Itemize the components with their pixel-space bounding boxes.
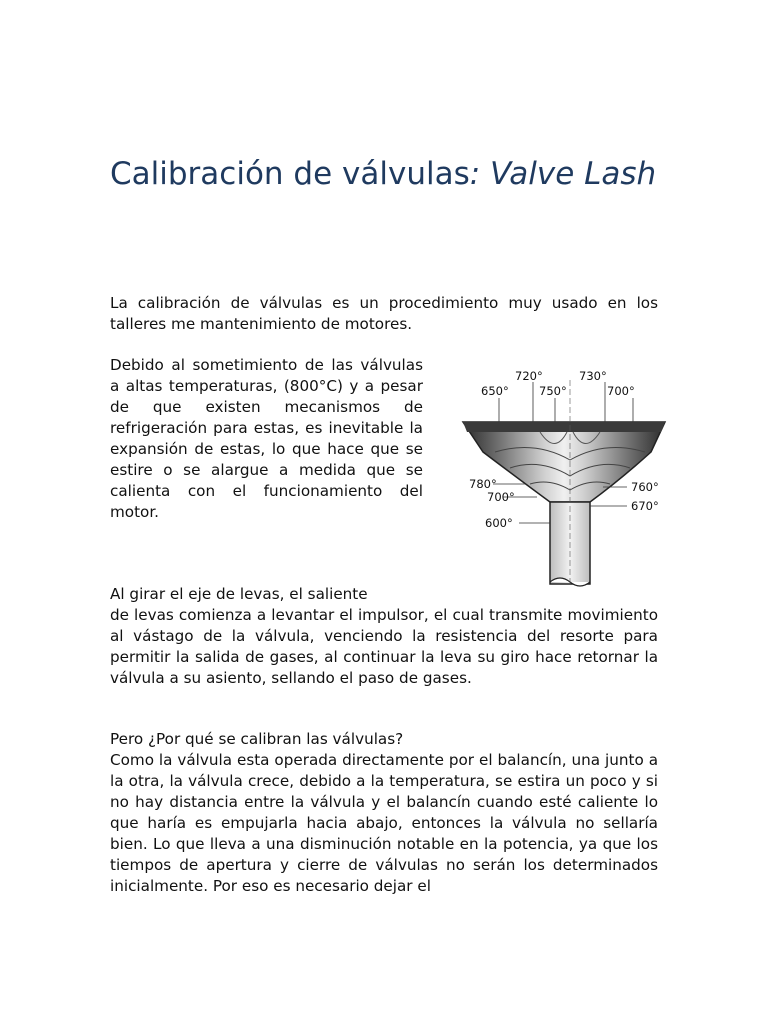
label-700-left: 700° <box>487 490 515 504</box>
girar-paragraph <box>110 584 658 689</box>
label-780: 780° <box>469 477 497 491</box>
valve-temperature-diagram <box>455 360 685 590</box>
debido-paragraph: Debido al sometimiento de las válvulas a altas temperaturas, (800°C) y a pesar de que existen mecanismos de refrigeración para estas, es inevitable la expansión de estas, lo que hace que se estire o se alargue a medida que se calienta con el funcionamiento del motor. <box>110 356 423 521</box>
title-subtitle: : Valve Lash <box>469 156 657 192</box>
title-main: Calibración de válvulas <box>110 156 470 192</box>
label-600: 600° <box>485 516 513 530</box>
label-730: 730° <box>579 369 607 383</box>
page-title <box>110 155 670 193</box>
pero-paragraph <box>110 729 658 897</box>
girar-lead: Al girar el eje de levas, el saliente <box>110 585 368 603</box>
label-670: 670° <box>631 499 659 513</box>
label-720: 720° <box>515 369 543 383</box>
label-750: 750° <box>539 384 567 398</box>
pero-question: Pero ¿Por qué se calibran las válvulas? <box>110 730 404 748</box>
label-650: 650° <box>481 384 509 398</box>
pero-body: Como la válvula esta operada directamente por el balancín, una junto a la otra, la válvula crece, debido a la temperatura, se estira un poco y si no hay distancia entre la válvula y el balancín cuando esté caliente lo que haría es empujarla hacia abajo, entonces la válvula no sellaría bien. Lo que lleva a una disminución notable en la potencia, ya que los tiempos de apertura y cierre de válvulas no serán los determinados inicialmente. Por eso es necesario dejar el <box>110 751 658 895</box>
intro-paragraph: La calibración de válvulas es un procedimiento muy usado en los talleres me mantenimiento de motores. <box>110 294 658 333</box>
label-700-top: 700° <box>607 384 635 398</box>
valve-face-band <box>463 422 665 432</box>
label-760: 760° <box>631 480 659 494</box>
girar-rest: de levas comienza a levantar el impulsor, el cual transmite movimiento al vástago de la válvula, venciendo la resistencia del resorte para permitir la salida de gases, al continuar la leva su giro hace retornar la válvula a su asiento, sellando el paso de gases. <box>110 606 658 687</box>
valve-diagram-svg <box>455 360 685 590</box>
